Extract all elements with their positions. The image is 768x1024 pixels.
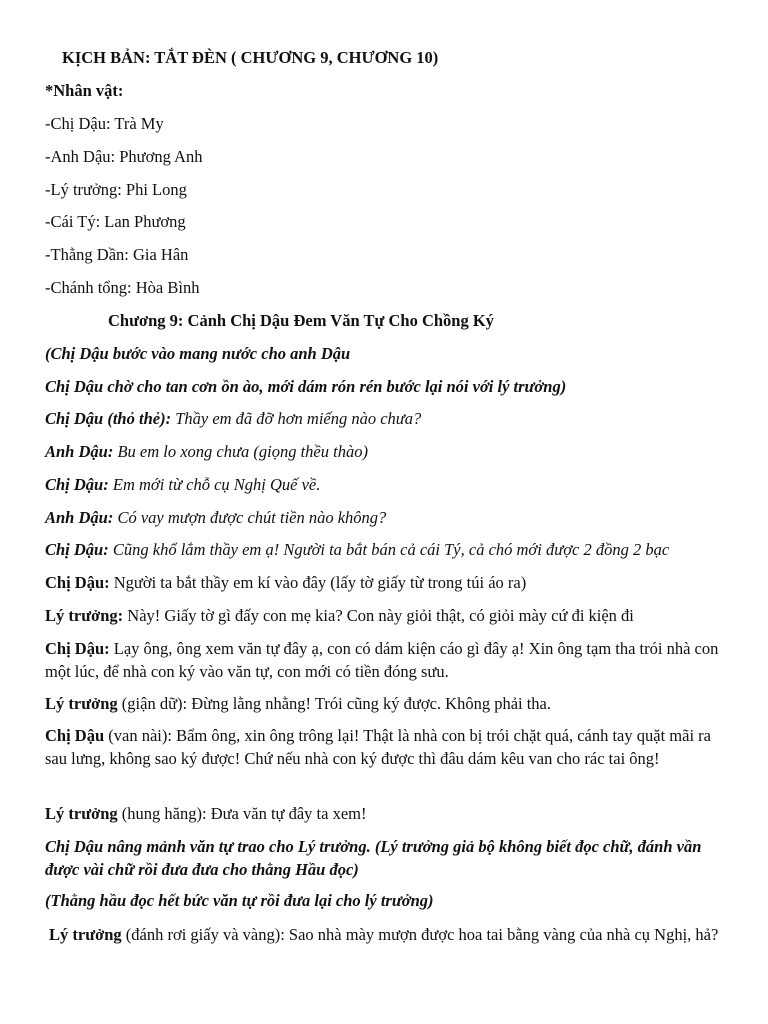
dialogue-text: Này! Giấy tờ gì đấy con mẹ kia? Con này giỏi thật, có giỏi mày cứ đi kiện đi	[123, 606, 634, 625]
dialogue-text: Thầy em đã đỡ hơn miếng nào chưa?	[171, 409, 422, 428]
dialogue-line	[45, 571, 728, 594]
stage-direction: Chị Dậu chờ cho tan cơn ồn ào, mới dám rón rén bước lại nói với lý trưởng)	[45, 377, 567, 396]
dialogue-text: Em mới từ chỗ cụ Nghị Quế về.	[108, 475, 321, 494]
speaker-label: Anh Dậu:	[45, 442, 114, 461]
dialogue-line	[45, 407, 728, 430]
dialogue-line	[45, 802, 728, 825]
dialogue-text: Người ta bắt thầy em kí vào đây (lấy tờ giấy từ trong túi áo ra)	[109, 573, 527, 592]
dialogue-line	[45, 473, 728, 496]
dialogue-text: (hung hăng): Đưa văn tự đây ta xem!	[117, 804, 367, 823]
document-title: KỊCH BẢN: TẮT ĐÈN ( CHƯƠNG 9, CHƯƠNG 10)	[62, 48, 439, 67]
cast-member: -Chánh tổng: Hòa Bình	[45, 278, 200, 297]
cast-member: -Chị Dậu: Trà My	[45, 114, 164, 133]
dialogue-text: (giận dữ): Đừng lằng nhằng! Trói cũng ký được. Không phải tha.	[117, 694, 552, 713]
speaker-label: Lý trưởng:	[45, 606, 124, 625]
dialogue-text: Bu em lo xong chưa (giọng thều thào)	[113, 442, 368, 461]
cast-member: -Lý trưởng: Phi Long	[45, 180, 187, 199]
speaker-label: Anh Dậu:	[45, 508, 114, 527]
speaker-label: Lý trưởng	[45, 694, 118, 713]
stage-direction: (Chị Dậu bước vào mang nước cho anh Dậu	[45, 344, 351, 363]
speaker-label: Chị Dậu:	[45, 639, 110, 658]
cast-heading: *Nhân vật:	[45, 81, 124, 100]
stage-direction: Chị Dậu nâng mảnh văn tự trao cho Lý trưởng. (Lý trưởng giả bộ không biết đọc chữ, đánh vần được vài chữ rồi đưa đưa cho thằng Hầu đọc)	[45, 837, 702, 879]
dialogue-line	[45, 637, 728, 683]
dialogue-line	[45, 724, 728, 770]
dialogue-text: Lạy ông, ông xem văn tự đây ạ, con có dám kiện cáo gì đây ạ! Xin ông tạm tha trói nhà con một lúc, để nhà con ký vào văn tự, con mới có tiền đóng sưu.	[45, 639, 719, 681]
dialogue-line	[45, 440, 728, 463]
speaker-label: Chị Dậu (thỏ thẻ):	[45, 409, 172, 428]
dialogue-text: Có vay mượn được chút tiền nào không?	[113, 508, 387, 527]
dialogue-line	[45, 604, 728, 627]
cast-member: -Anh Dậu: Phương Anh	[45, 147, 203, 166]
speaker-label: Chị Dậu:	[45, 573, 110, 592]
speaker-label: Chị Dậu	[45, 726, 105, 745]
dialogue-text: (van nài): Bẩm ông, xin ông trông lại! Thật là nhà con bị trói chặt quá, cánh tay quặt mãi ra sau lưng, không sao ký được! Chứ nếu nhà con ký được thì đâu dám kêu van cho rác tai ông!	[45, 726, 711, 768]
dialogue-text: Cũng khổ lắm thầy em ạ! Người ta bắt bán cả cái Tý, cả chó mới được 2 đồng 2 bạc	[108, 540, 670, 559]
dialogue-line	[49, 923, 728, 946]
cast-member: -Cái Tý: Lan Phương	[45, 212, 186, 231]
speaker-label: Lý trưởng	[49, 925, 122, 944]
speaker-label: Lý trưởng	[45, 804, 118, 823]
chapter-heading: Chương 9: Cảnh Chị Dậu Đem Văn Tự Cho Chồng Ký	[108, 311, 494, 330]
speaker-label: Chị Dậu:	[45, 540, 109, 559]
dialogue-line	[45, 506, 728, 529]
cast-member: -Thằng Dần: Gia Hân	[45, 245, 189, 264]
dialogue-line	[45, 692, 728, 715]
speaker-label: Chị Dậu:	[45, 475, 109, 494]
dialogue-text: (đánh rơi giấy và vàng): Sao nhà mày mượn được hoa tai bằng vàng của nhà cụ Nghị, hả?	[121, 925, 719, 944]
stage-direction: (Thằng hầu đọc hết bức văn tự rồi đưa lại cho lý trưởng)	[45, 891, 434, 910]
dialogue-line	[45, 538, 728, 561]
